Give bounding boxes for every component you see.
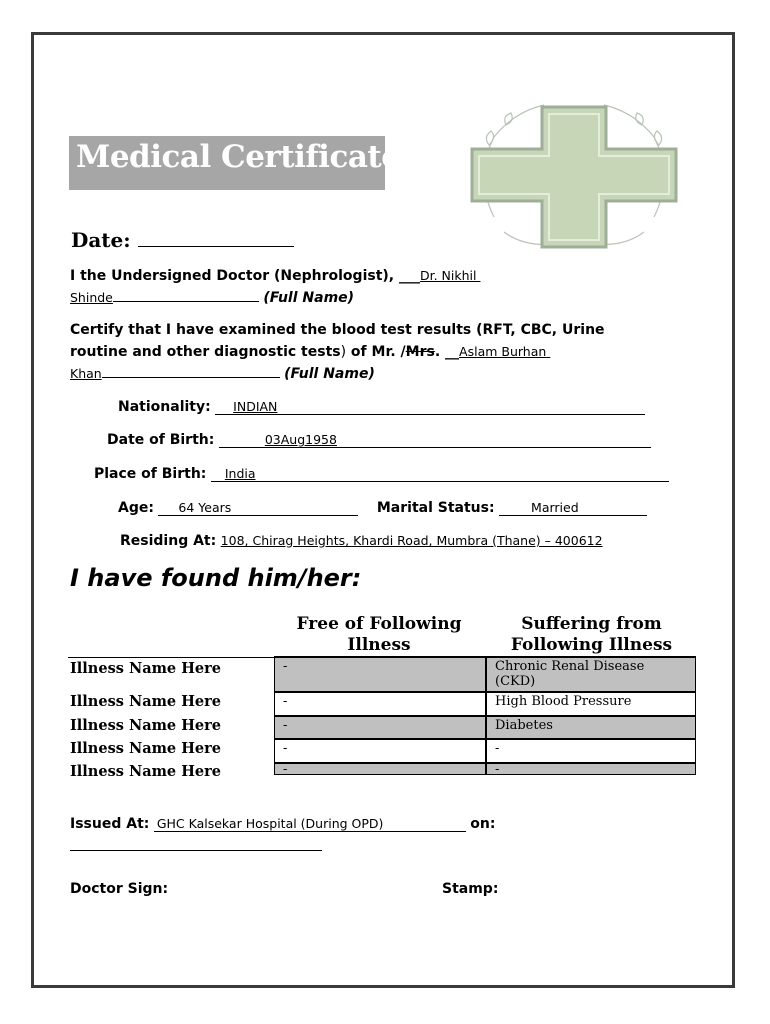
residing-label: Residing At:: [120, 533, 217, 549]
pob-label: Place of Birth:: [94, 466, 207, 482]
residing-row: [120, 533, 603, 549]
patient-name-part2: Khan: [70, 366, 102, 381]
dot-text: . __: [434, 344, 460, 360]
intro-line-2: [70, 289, 354, 306]
issued-label: Issued At:: [70, 816, 150, 832]
pob-value[interactable]: India: [211, 466, 669, 482]
date-label: Date:: [71, 228, 131, 252]
mrs-struck: Mrs: [405, 344, 435, 360]
intro-text: I the Undersigned Doctor (Nephrologist), ___: [70, 268, 420, 284]
suffering-cell-3[interactable]: Diabetes: [486, 716, 696, 739]
doctor-name-part1: Dr. Nikhil: [419, 268, 477, 283]
suffering-cell-4[interactable]: -: [486, 739, 696, 763]
date-line: [71, 228, 294, 252]
col-free-header: Free of Following Illness: [296, 614, 462, 655]
free-cell-4[interactable]: -: [274, 739, 486, 763]
illness-name-1: Illness Name Here: [70, 660, 221, 677]
nationality-label: Nationality:: [118, 399, 211, 415]
free-cell-2[interactable]: -: [274, 692, 486, 716]
marital-value[interactable]: Married: [499, 500, 647, 516]
col-suffering-header: Suffering from Following Illness: [510, 614, 673, 655]
stamp-label: Stamp:: [442, 881, 499, 897]
issued-row: [70, 816, 495, 832]
patient-full-name-hint: (Full Name): [284, 366, 375, 382]
age-row: [118, 500, 647, 516]
header-rule-left: [68, 657, 276, 658]
patient-name-part1: Aslam Burhan: [459, 344, 547, 359]
dob-row: [107, 432, 651, 448]
age-label: Age:: [118, 500, 154, 516]
intro-line-1: [70, 268, 480, 284]
free-cell-1[interactable]: -: [274, 657, 486, 692]
nationality-value[interactable]: INDIAN: [215, 399, 645, 415]
certify-text: routine and other diagnostic tests: [70, 344, 341, 360]
doctor-full-name-hint: (Full Name): [263, 290, 355, 306]
pob-row: [94, 466, 669, 482]
suffering-cell-2[interactable]: High Blood Pressure: [486, 692, 696, 716]
doctor-name-part2: Shinde: [70, 290, 113, 305]
marital-label: Marital Status:: [376, 500, 495, 516]
dob-label: Date of Birth:: [107, 432, 215, 448]
doctor-name-blank: [113, 289, 259, 302]
dob-value[interactable]: 03Aug1958: [219, 432, 651, 448]
issued-date-blank[interactable]: [70, 850, 322, 851]
doctor-sign-label: Doctor Sign:: [70, 881, 169, 897]
date-blank[interactable]: [138, 232, 294, 247]
patient-name-blank: [102, 365, 280, 378]
illness-name-3: Illness Name Here: [70, 717, 221, 734]
certify-line-3: [70, 365, 375, 382]
age-value[interactable]: 64 Years: [158, 500, 358, 516]
residing-value[interactable]: 108, Chirag Heights, Khardi Road, Mumbra (Thane) – 400612: [220, 533, 603, 548]
paren: ): [340, 344, 347, 360]
illness-name-2: Illness Name Here: [70, 693, 221, 710]
page-title: Medical Certificate: [76, 139, 401, 175]
mr-text: of Mr. /: [346, 344, 406, 360]
issued-value[interactable]: GHC Kalsekar Hospital (During OPD): [154, 816, 466, 832]
certificate-page: [31, 32, 735, 988]
suffering-cell-1[interactable]: Chronic Renal Disease (CKD): [486, 657, 696, 692]
certify-line-1: Certify that I have examined the blood test results (RFT, CBC, Urine: [70, 322, 605, 338]
medical-cross-wreath-icon: [454, 97, 694, 257]
nationality-row: [118, 399, 645, 415]
illness-name-5: Illness Name Here: [70, 763, 221, 780]
illness-name-4: Illness Name Here: [70, 740, 221, 757]
suffering-cell-5[interactable]: -: [486, 763, 696, 775]
issued-on-label: on:: [470, 816, 496, 832]
certify-line-2: [70, 344, 550, 360]
free-cell-3[interactable]: -: [274, 716, 486, 739]
free-cell-5[interactable]: -: [274, 763, 486, 775]
found-heading: I have found him/her:: [70, 564, 362, 592]
